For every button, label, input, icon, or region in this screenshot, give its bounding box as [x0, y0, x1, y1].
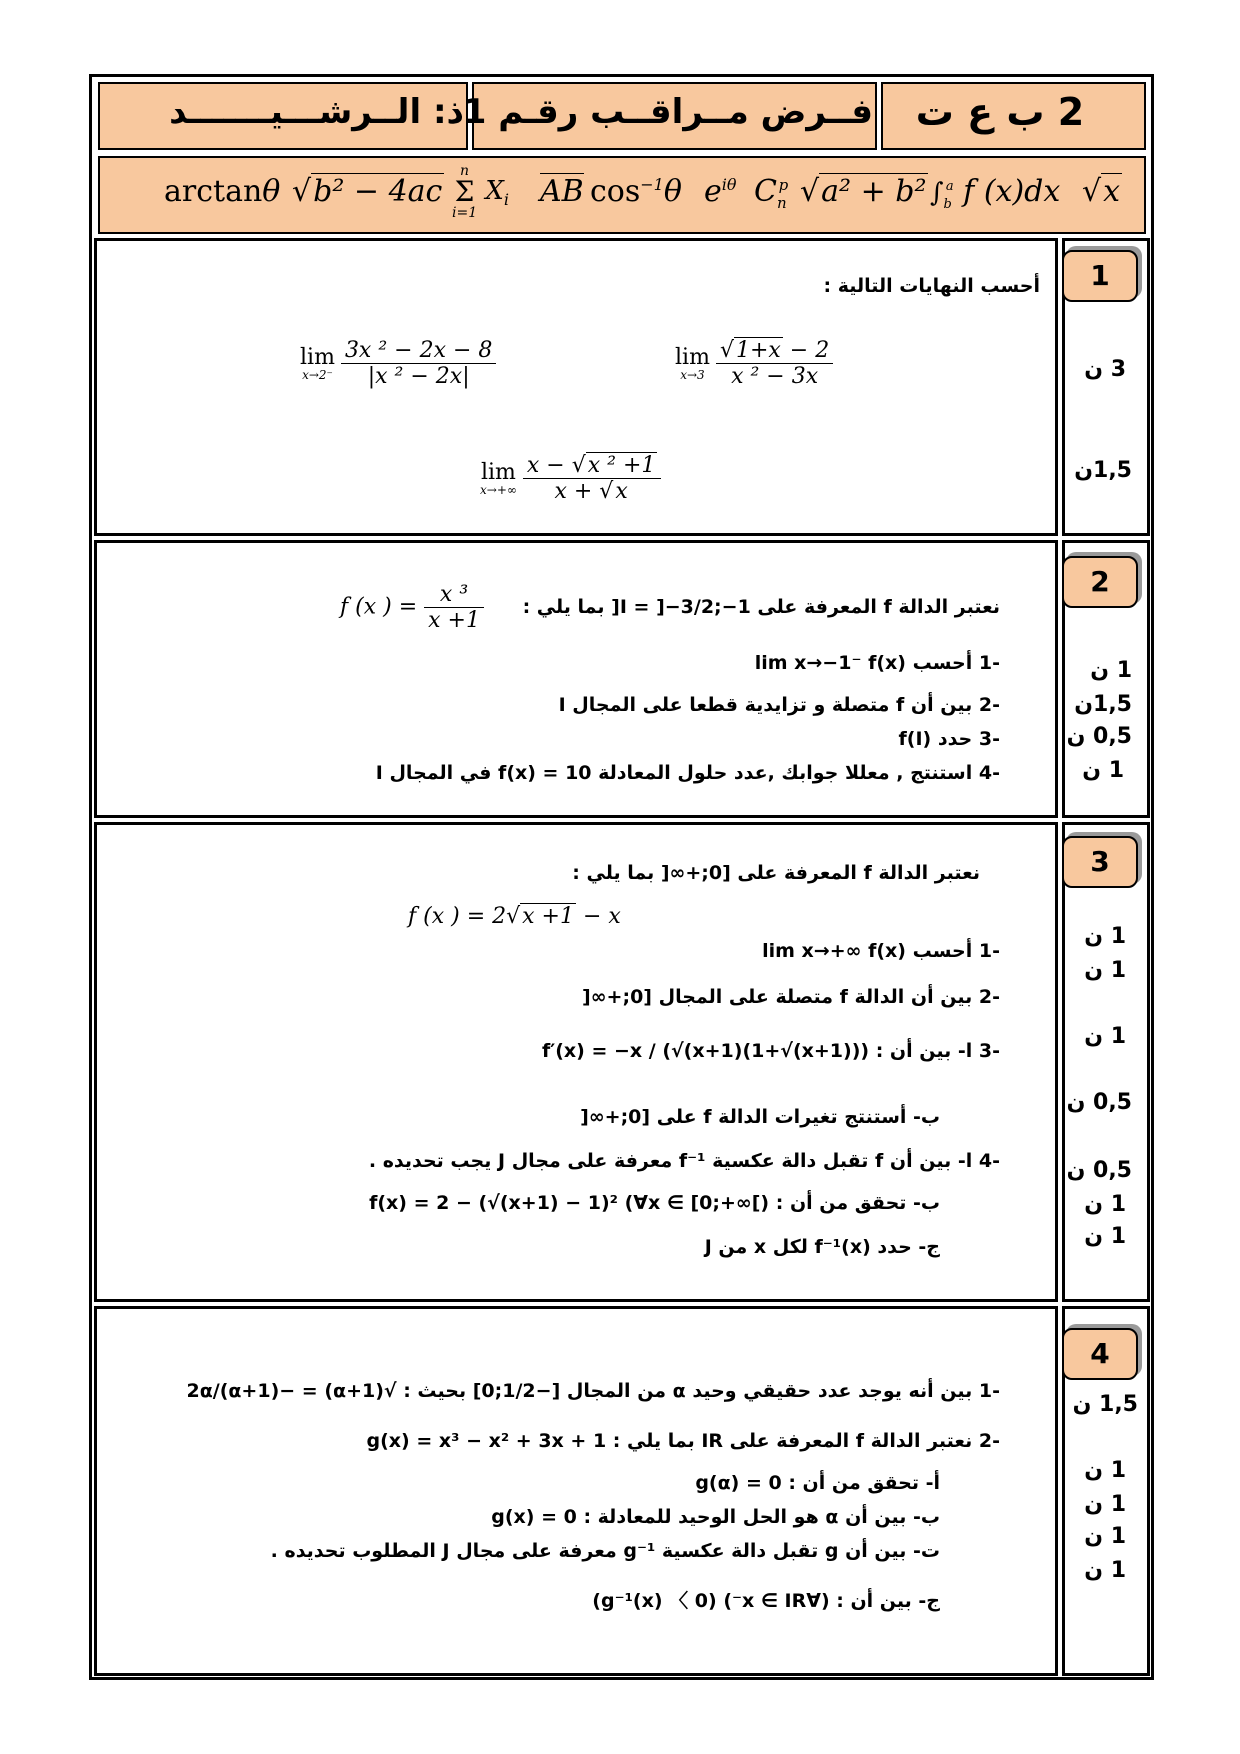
exercise-3-intro: نعتبر الدالة f المعرفة على [0;+∞[ بما يلي :	[572, 862, 980, 884]
formula-bar	[98, 156, 1146, 234]
exercise-2-item-1: -1 أحسب lim x→−1⁻ f(x)	[754, 652, 1000, 674]
exercise-2-number: 2	[1062, 556, 1138, 608]
exercise-4-points-3: 1 ن	[1084, 1492, 1126, 1517]
formula-norm: √a² + b²	[800, 174, 927, 209]
exercise-3-points-7: 1 ن	[1084, 1224, 1126, 1249]
exercise-3-points-3: 1 ن	[1084, 1024, 1126, 1049]
exercise-3-item-6: ب- تحقق من أن : f(x) = 2 − (√(x+1) − 1)² (∀x ∈ [0;+∞[)	[369, 1192, 940, 1214]
exercise-4-item-4: ب- بين أن α هو الحل الوحيد للمعادلة : g(x) = 0	[491, 1506, 940, 1528]
formula-binomial: $C_n^p$	[754, 174, 789, 212]
exercise-4-item-3: أ- تحقق من أن : g(α) = 0	[695, 1472, 940, 1494]
exercise-4-points-4: 1 ن	[1084, 1524, 1126, 1549]
exercise-2-definition: f (x ) = $\frac{\text{x ³}}{x +1}$	[340, 582, 484, 633]
exercise-3-item-3: -3 ا- بين أن : f′(x) = −x / (√(x+1)(1+√(x+1)))	[541, 1040, 1000, 1062]
formula-sum: n Σ i=1 $X_i$	[452, 163, 510, 221]
exercise-2-points-3: 0,5 ن	[1066, 724, 1132, 749]
exercise-4-item-1: -1 بين أنه يوجد عدد حقيقي وحيد α من المجال [−1/2;0] بحيث : √(α+1) = −2α/(α+1)	[186, 1380, 1000, 1402]
exercise-1-points-2: 1,5ن	[1074, 458, 1132, 483]
exercise-4-number: 4	[1062, 1328, 1138, 1380]
exercise-1-points-1: 3 ن	[1084, 357, 1126, 382]
exercise-3-item-5: -4 ا- بين أن f تقبل دالة عكسية f⁻¹ معرفة على مجال J يجب تحديده .	[368, 1150, 1000, 1172]
exercise-2-item-3: -3 حدد f(I)	[898, 728, 1000, 750]
exercise-1-intro: أحسب النهايات التالية :	[823, 275, 1040, 297]
exercise-3-points-5: 0,5 ن	[1066, 1158, 1132, 1183]
exercise-3-points-2: 1 ن	[1084, 958, 1126, 983]
exercise-3-points-4: 0,5 ن	[1066, 1090, 1132, 1115]
limit-3: lim x→+∞ $\frac{\text{x − √x ² +1}}{x + √x}$	[480, 453, 661, 504]
exercise-4-item-2: -2 نعتبر الدالة f المعرفة على IR بما يلي : g(x) = x³ − x² + 3x + 1	[366, 1430, 1000, 1452]
exercise-4-points-5: 1 ن	[1084, 1558, 1126, 1583]
formula-vector-ab: AB	[540, 174, 584, 209]
formula-arctan: arctanθ	[164, 174, 281, 209]
exercise-3-points-1: 1 ن	[1084, 924, 1126, 949]
exercise-3-item-1: -1 أحسب lim x→+∞ f(x)	[762, 940, 1000, 962]
limit-1: lim x→2⁻ $\frac{\text{3x ² − 2x − 8}}{\text{|x ² − 2x|}}$	[300, 338, 496, 389]
exercise-1-number: 1	[1062, 250, 1138, 302]
formula-arccos: $\cos^{-1}\theta$	[590, 174, 682, 209]
class-label: 2 ب ع ت	[915, 90, 1085, 134]
exercise-2-points-1: 1 ن	[1090, 658, 1132, 683]
exercise-4-item-6: ج- بين أن : (∀x ∈ IR⁻) (g⁻¹(x) 〈 0)	[592, 1590, 940, 1612]
exercise-2-item-4: -4 استنتج , معللا جوابك ,عدد حلول المعادلة f(x) = 10 في المجال I	[375, 762, 1000, 784]
exercise-4-points-1: 1,5 ن	[1072, 1392, 1138, 1417]
exercise-2-intro: نعتبر الدالة f المعرفة على I = ]−3/2;−1[ بما يلي :	[522, 596, 1000, 618]
formula-exp: $e^{i\theta}$	[704, 174, 737, 209]
formula-sqrt-x: √x	[1082, 174, 1121, 209]
exercise-3-item-2: -2 بين أن الدالة f متصلة على المجال [0;+∞[	[582, 986, 1000, 1008]
exercise-3-item-4: ب- أستنتج تغيرات الدالة f على [0;+∞[	[580, 1106, 940, 1128]
exam-title: فــرض مــراقــب رقـم 1	[462, 92, 873, 132]
exercise-3-content	[94, 822, 1058, 1302]
exercise-2-points-2: 1,5ن	[1074, 692, 1132, 717]
exercise-4-item-5: ت- بين أن g تقبل دالة عكسية g⁻¹ معرفة على مجال J المطلوب تحديده .	[270, 1540, 940, 1562]
formula-discriminant: √b² − 4ac	[292, 174, 443, 209]
exercise-3-item-7: ج- حدد f⁻¹(x) لكل x من J	[704, 1236, 940, 1258]
exercise-2-points-4: 1 ن	[1082, 758, 1124, 783]
limit-2: lim x→3 $\frac{√1+x - 2}{\text{x ² − 3x}}$	[675, 338, 833, 389]
exercise-2-item-2: -2 بين أن f متصلة و تزايدية قطعا على المجال I	[558, 694, 1000, 716]
formula-integral: $\int_b^a$ f (x)dx	[930, 174, 1061, 212]
teacher-name: ذ: الــرشـــيـــــــد	[169, 92, 464, 132]
exercise-3-definition: f (x ) = 2√x +1 − x	[408, 904, 621, 929]
exercise-3-points-6: 1 ن	[1084, 1192, 1126, 1217]
exercise-4-points-2: 1 ن	[1084, 1458, 1126, 1483]
exercise-3-number: 3	[1062, 836, 1138, 888]
